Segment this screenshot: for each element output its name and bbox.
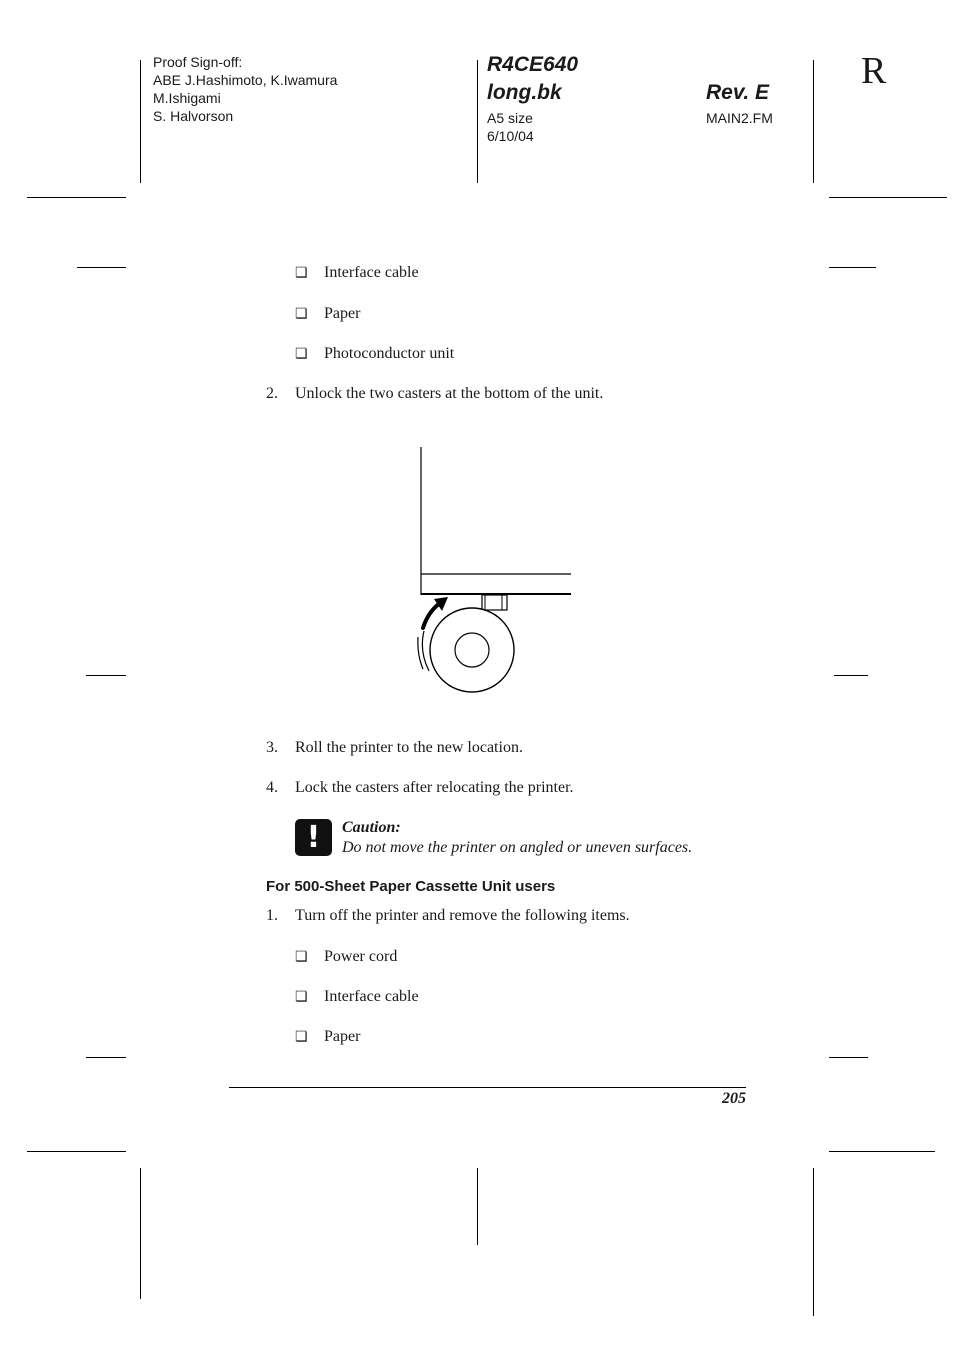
margin-mark-left-2	[86, 675, 126, 676]
list-item-text: Interface cable	[324, 264, 419, 281]
list-item-text: Photoconductor unit	[324, 345, 455, 362]
book-title-block	[487, 51, 578, 107]
list-item-text: Paper	[324, 1028, 361, 1045]
crop-mark-h-bottom-right	[829, 1151, 935, 1152]
step-number: 3.	[266, 739, 278, 756]
frame-file-name: MAIN2.FM	[706, 110, 773, 126]
step-number: 2.	[266, 385, 278, 402]
list-item	[295, 947, 397, 968]
crop-mark-top-right	[813, 60, 814, 183]
crop-mark-h-top-left	[27, 197, 126, 198]
footer-rule	[229, 1087, 746, 1088]
crop-mark-h-bottom-left	[27, 1151, 126, 1152]
crop-mark-bottom-left	[140, 1168, 141, 1299]
checkbox-bullet-icon: ❏	[295, 990, 308, 1005]
list-item	[295, 263, 419, 284]
margin-mark-left-1	[77, 267, 126, 268]
list-item-text: Interface cable	[324, 988, 419, 1005]
list-item-text: Paper	[324, 305, 361, 322]
step-item	[266, 384, 603, 404]
list-item-text: Power cord	[324, 948, 398, 965]
checkbox-bullet-icon: ❏	[295, 347, 308, 362]
print-date: 6/10/04	[487, 128, 534, 144]
list-item	[295, 344, 454, 365]
proof-line: M.Ishigami	[153, 90, 221, 106]
crop-mark-top-center	[477, 60, 478, 183]
margin-mark-right-3	[829, 1057, 868, 1058]
crop-mark-bottom-right	[813, 1168, 814, 1316]
step-item	[266, 778, 574, 798]
step-text: Turn off the printer and remove the following items.	[295, 907, 630, 924]
page-size: A5 size	[487, 110, 533, 126]
crop-mark-bottom-center	[477, 1168, 478, 1245]
revision-label: Rev. E	[706, 81, 770, 104]
checkbox-bullet-icon: ❏	[295, 1030, 308, 1045]
checkbox-bullet-icon: ❏	[295, 307, 308, 322]
proof-line: S. Halvorson	[153, 108, 234, 124]
step-text: Lock the casters after relocating the printer.	[295, 779, 574, 796]
book-meta-block	[487, 109, 534, 145]
caster-unlock-illustration	[410, 445, 575, 697]
section-heading: For 500-Sheet Paper Cassette Unit users	[266, 878, 556, 895]
corner-letter: R	[861, 50, 887, 92]
proof-line: Proof Sign-off:	[153, 54, 243, 70]
step-number: 1.	[266, 907, 278, 924]
book-file: long.bk	[487, 81, 562, 104]
proof-signoff-block	[153, 53, 337, 125]
step-item	[266, 738, 523, 758]
step-text: Roll the printer to the new location.	[295, 739, 523, 756]
checkbox-bullet-icon: ❏	[295, 950, 308, 965]
proof-line: ABE J.Hashimoto, K.Iwamura	[153, 72, 338, 88]
caution-text: Do not move the printer on angled or uneven surfaces.	[342, 839, 693, 856]
margin-mark-right-1	[829, 267, 876, 268]
caution-exclamation-icon: !	[295, 819, 332, 856]
caution-title: Caution:	[342, 819, 401, 836]
checkbox-bullet-icon: ❏	[295, 266, 308, 281]
crop-mark-h-top-right	[829, 197, 947, 198]
step-number: 4.	[266, 779, 278, 796]
crop-mark-top-left	[140, 60, 141, 183]
list-item	[295, 987, 419, 1008]
margin-mark-left-3	[86, 1057, 126, 1058]
step-text: Unlock the two casters at the bottom of the unit.	[295, 385, 604, 402]
step-item	[266, 906, 630, 926]
list-item	[295, 304, 360, 325]
margin-mark-right-2	[834, 675, 868, 676]
list-item	[295, 1027, 360, 1048]
book-code: R4CE640	[487, 53, 579, 76]
page-number: 205	[722, 1090, 746, 1107]
